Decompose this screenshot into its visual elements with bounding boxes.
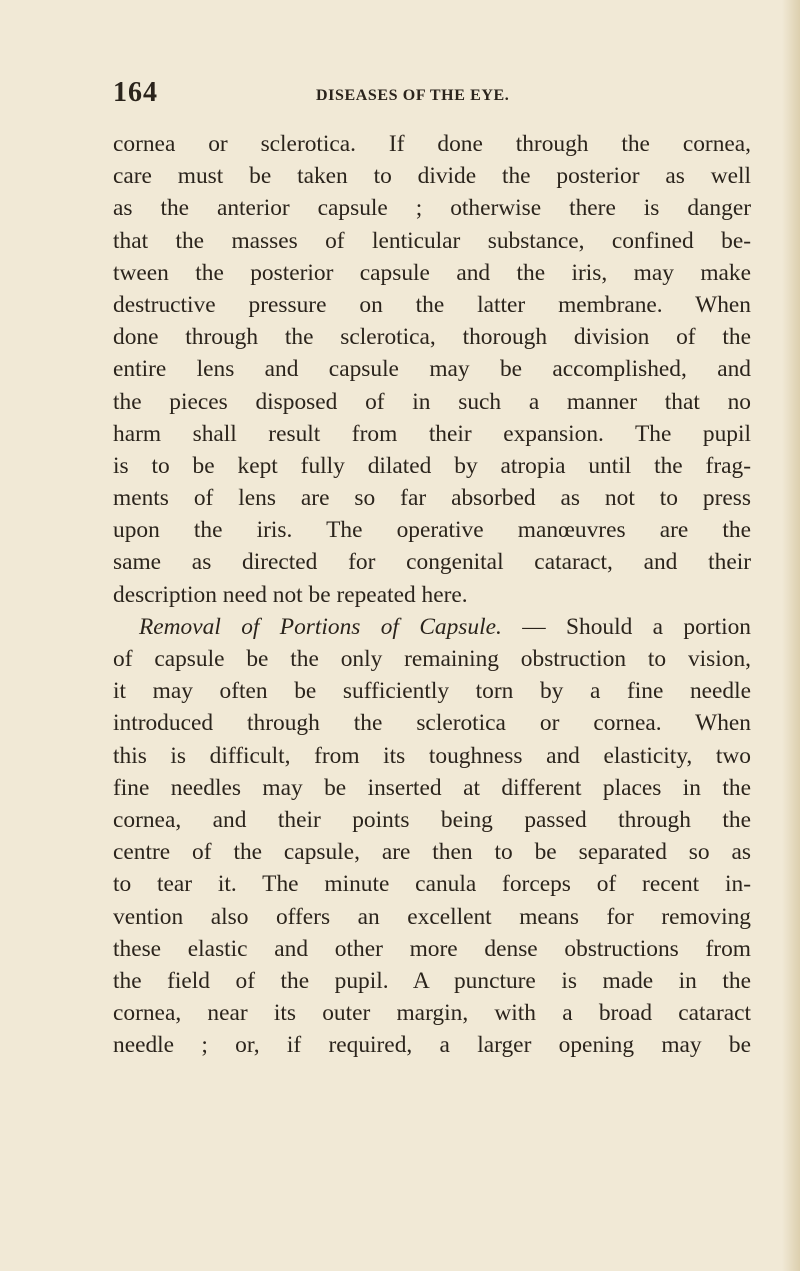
section-heading: Removal of Portions of Capsule. [139,613,502,640]
text-line: that the masses of lenticular substance, confined be- [113,227,751,254]
text-line: to tear it. The minute canula forceps of recent in- [113,871,751,898]
text-line: needle ; or, if required, a larger opening may be [113,1032,751,1059]
text-line: it may often be sufficiently torn by a fine needle [113,678,751,705]
text-line: introduced through the sclerotica or cornea. When [113,710,751,737]
text-line: ments of lens are so far absorbed as not to press [113,485,751,512]
page-header [113,78,751,116]
text-line: upon the iris. The operative manœuvres are the [113,517,751,544]
text-line: destructive pressure on the latter membrane. When [113,291,751,318]
text-line: is to be kept fully dilated by atropia until the frag- [113,452,751,479]
text-line: these elastic and other more dense obstructions from [113,935,751,962]
text-line: tween the posterior capsule and the iris, may make [113,259,751,286]
text-line: fine needles may be inserted at different places in the [113,774,751,801]
text-line: this is difficult, from its toughness and elasticity, two [113,742,751,769]
text-line: as the anterior capsule ; otherwise there is danger [113,195,751,222]
text-line: cornea or sclerotica. If done through the cornea, [113,131,751,157]
text-line: of capsule be the only remaining obstruction to vision, [113,646,751,672]
running-head: DISEASES OF THE EYE. [316,87,510,104]
text-line: the pieces disposed of in such a manner that no [113,388,751,415]
section-first-line [113,611,751,643]
page-number: 164 [113,77,158,108]
body-text [113,128,751,1061]
text-line: description need not be repeated here. [113,581,468,608]
section-first-line-text: — Should a portion [501,613,751,640]
text-line: harm shall result from their expansion. The pupil [113,420,751,447]
text-line: centre of the capsule, are then to be separated so as [113,839,751,866]
text-line: the field of the pupil. A puncture is made in the [113,967,751,994]
text-line: care must be taken to divide the posterior as well [113,163,751,190]
text-line: cornea, and their points being passed through the [113,806,751,833]
text-line: done through the sclerotica, thorough division of the [113,324,751,351]
text-line: entire lens and capsule may be accomplished, and [113,356,751,383]
text-line: vention also offers an excellent means for removing [113,903,751,930]
text-line: cornea, near its outer margin, with a broad cataract [113,1000,751,1027]
text-line: same as directed for congenital cataract, and their [113,549,751,576]
book-page [113,78,751,1061]
page-edge-shadow [782,0,800,1271]
